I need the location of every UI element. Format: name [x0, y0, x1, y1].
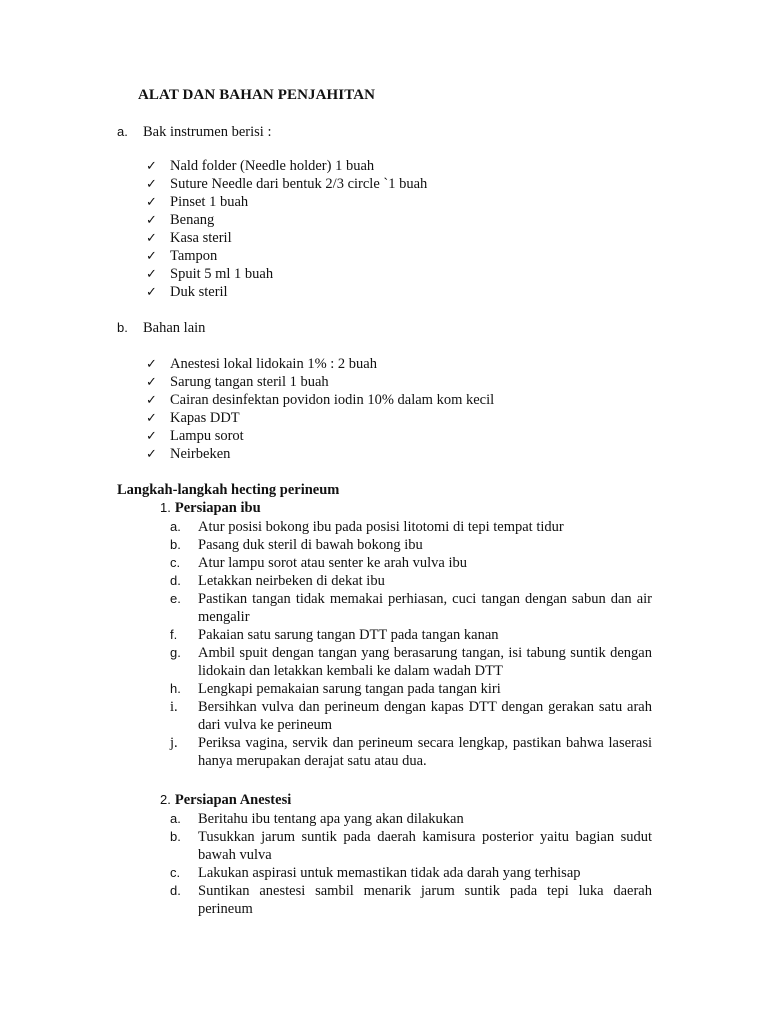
procedure-heading: Langkah-langkah hecting perineum [117, 482, 340, 498]
list-marker: e. [170, 591, 181, 606]
list-item [146, 175, 427, 193]
list-item-text: Kapas DDT [170, 410, 240, 426]
list-item [170, 698, 652, 734]
list-marker: d. [170, 883, 181, 898]
list-item-text: Lakukan aspirasi untuk memastikan tidak ada darah yang terhisap [198, 865, 581, 881]
check-icon: ✓ [146, 447, 157, 462]
list-marker: b. [170, 537, 181, 552]
list-item [170, 734, 652, 770]
list-item [146, 427, 494, 445]
list-item-text: Atur lampu sorot atau senter ke arah vulva ibu [198, 555, 467, 571]
list-item [146, 409, 494, 427]
list-item [146, 229, 427, 247]
check-icon: ✓ [146, 231, 157, 246]
step-1-heading [160, 500, 261, 517]
check-icon: ✓ [146, 267, 157, 282]
check-icon: ✓ [146, 393, 157, 408]
list-item [170, 626, 652, 644]
list-marker: f. [170, 627, 178, 642]
list-item-text: Duk steril [170, 284, 228, 300]
list-item-text: Pakaian satu sarung tangan DTT pada tangan kanan [198, 627, 499, 643]
check-icon: ✓ [146, 159, 157, 174]
section-a-checklist [146, 157, 427, 301]
list-item [170, 810, 652, 828]
list-marker: a. [170, 811, 181, 826]
list-item-text: Letakkan neirbeken di dekat ibu [198, 573, 385, 589]
list-item-text: Atur posisi bokong ibu pada posisi litotomi di tepi tempat tidur [198, 519, 564, 535]
list-item [170, 518, 652, 536]
step-2-list [170, 810, 652, 918]
step-2-number: 2. [160, 792, 171, 807]
section-a-label: Bak instrumen berisi : [143, 124, 272, 140]
check-icon: ✓ [146, 375, 157, 390]
list-item-text: Sarung tangan steril 1 buah [170, 374, 329, 390]
list-item [170, 882, 652, 918]
step-1-list [170, 518, 652, 770]
list-item-text: Spuit 5 ml 1 buah [170, 266, 274, 282]
list-item [170, 590, 652, 626]
section-b-heading [117, 320, 205, 337]
list-item-text: Nald folder (Needle holder) 1 buah [170, 158, 375, 174]
list-item-text: Benang [170, 212, 215, 228]
list-item-text: Suture Needle dari bentuk 2/3 circle `1 buah [170, 176, 428, 192]
list-item-text: Periksa vagina, servik dan perineum secara lengkap, pastikan bahwa laserasi hanya merupakan derajat satu atau dua. [198, 735, 652, 769]
list-marker: j. [170, 735, 178, 751]
check-icon: ✓ [146, 177, 157, 192]
list-item-text: Lengkapi pemakaian sarung tangan pada tangan kiri [198, 681, 501, 697]
list-item [146, 211, 427, 229]
list-item [146, 265, 427, 283]
list-item [170, 536, 652, 554]
section-b-checklist [146, 355, 494, 463]
list-item [146, 193, 427, 211]
list-item-text: Pasang duk steril di bawah bokong ibu [198, 537, 423, 553]
list-item-text: Neirbeken [170, 446, 231, 462]
check-icon: ✓ [146, 195, 157, 210]
list-item-text: Cairan desinfektan povidon iodin 10% dalam kom kecil [170, 392, 495, 408]
list-item-text: Suntikan anestesi sambil menarik jarum suntik pada tepi luka daerah perineum [198, 883, 652, 917]
list-marker: h. [170, 681, 181, 696]
list-marker: a. [170, 519, 181, 534]
list-item [170, 680, 652, 698]
list-item-text: Tusukkan jarum suntik pada daerah kamisura posterior yaitu bagian sudut bawah vulva [198, 829, 652, 863]
list-item-text: Tampon [170, 248, 218, 264]
check-icon: ✓ [146, 411, 157, 426]
list-item-text: Pinset 1 buah [170, 194, 249, 210]
check-icon: ✓ [146, 429, 157, 444]
list-item-text: Anestesi lokal lidokain 1% : 2 buah [170, 356, 377, 372]
check-icon: ✓ [146, 213, 157, 228]
section-a-heading [117, 124, 271, 141]
step-1-number: 1. [160, 500, 171, 515]
list-marker: c. [170, 865, 181, 880]
list-item-text: Lampu sorot [170, 428, 244, 444]
list-item-text: Ambil spuit dengan tangan yang berasarung tangan, isi tabung suntik dengan lidokain dan letakkan kembali ke dalam wadah DTT [198, 645, 652, 679]
step-2-title: Persiapan Anestesi [174, 792, 292, 808]
list-item-text: Pastikan tangan tidak memakai perhiasan, cuci tangan dengan sabun dan air mengalir [198, 591, 652, 625]
check-icon: ✓ [146, 357, 157, 372]
section-b-label: Bahan lain [143, 320, 206, 336]
step-1-title: Persiapan ibu [174, 500, 261, 516]
list-marker: i. [170, 699, 178, 715]
section-a-marker: a. [117, 124, 128, 139]
list-item [170, 572, 652, 590]
list-item [146, 373, 494, 391]
list-item [170, 864, 652, 882]
list-item-text: Bersihkan vulva dan perineum dengan kapas DTT dengan gerakan satu arah dari vulva ke perineum [198, 699, 652, 733]
list-marker: c. [170, 555, 181, 570]
list-item [146, 445, 494, 463]
section-b-marker: b. [117, 320, 128, 335]
list-item [146, 157, 427, 175]
list-item [146, 247, 427, 265]
check-icon: ✓ [146, 285, 157, 300]
list-item [170, 644, 652, 680]
list-item-text: Kasa steril [170, 230, 232, 246]
list-marker: b. [170, 829, 181, 844]
list-item [146, 391, 494, 409]
list-item [170, 828, 652, 864]
list-marker: g. [170, 645, 181, 660]
list-item [146, 355, 494, 373]
list-item-text: Beritahu ibu tentang apa yang akan dilakukan [198, 811, 464, 827]
document-title: ALAT DAN BAHAN PENJAHITAN [138, 87, 376, 103]
list-item [170, 554, 652, 572]
step-2-heading [160, 792, 291, 809]
list-marker: d. [170, 573, 181, 588]
list-item [146, 283, 427, 301]
check-icon: ✓ [146, 249, 157, 264]
